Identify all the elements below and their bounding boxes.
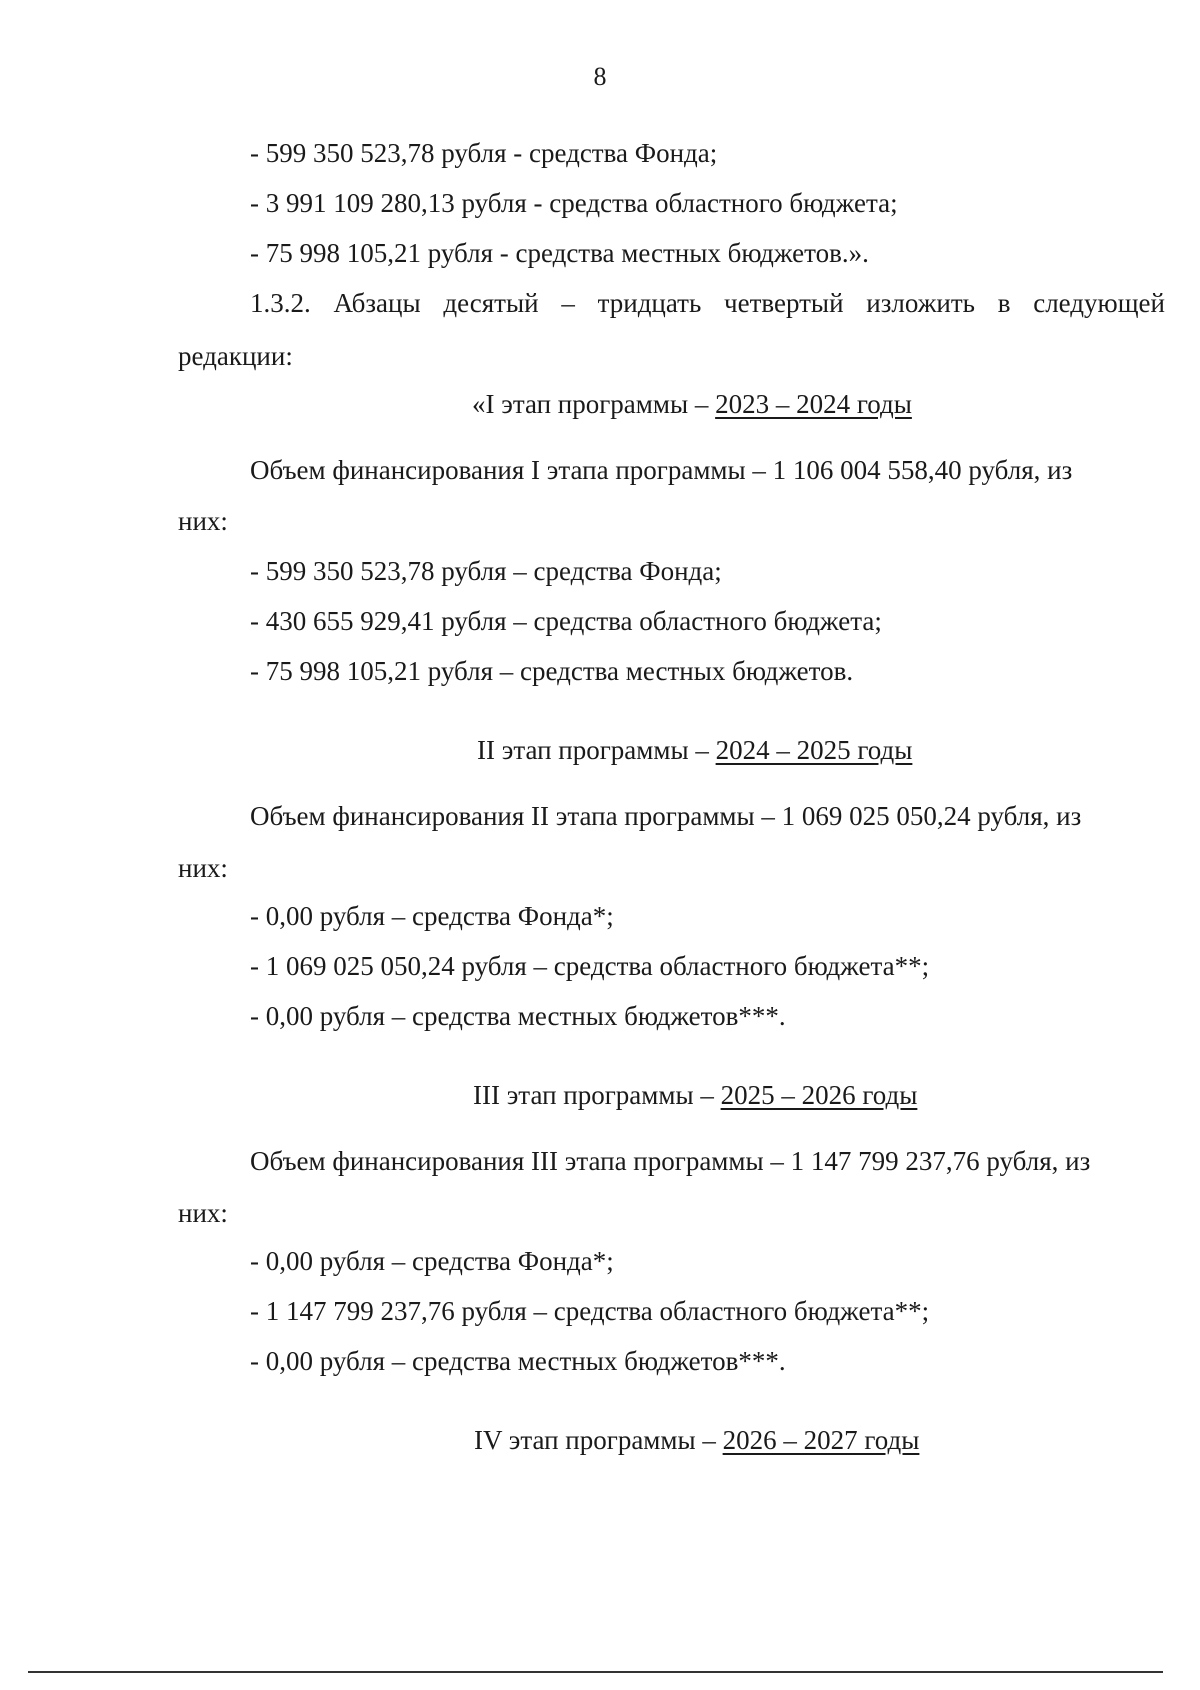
- stage-1-heading: [472, 388, 912, 420]
- list-item: - 1 069 025 050,24 рубля – средства областного бюджета**;: [250, 951, 930, 981]
- stage-2-heading: [477, 734, 912, 766]
- list-item: - 0,00 рубля – средства Фонда*;: [250, 1246, 614, 1276]
- list-item: - 0,00 рубля – средства местных бюджетов***.: [250, 1001, 786, 1031]
- word: четвертый: [724, 288, 844, 318]
- stage-4-heading-years: 2026 – 2027 годы: [722, 1425, 920, 1455]
- list-item: - 0,00 рубля – средства Фонда*;: [250, 901, 614, 931]
- bottom-rule: [28, 1671, 1163, 1673]
- word: Абзацы: [333, 288, 421, 318]
- list-item: - 430 655 929,41 рубля – средства областного бюджета;: [250, 606, 882, 636]
- stage-4-heading-prefix: IV этап программы –: [474, 1425, 723, 1455]
- stage-3-volume: Объем финансирования III этапа программы – 1 147 799 237,76 рубля, из: [250, 1146, 1091, 1176]
- stage-2-continuation: них:: [178, 853, 228, 883]
- stage-2-volume: Объем финансирования II этапа программы – 1 069 025 050,24 рубля, из: [250, 801, 1082, 831]
- stage-1-heading-years: 2023 – 2024 годы: [715, 389, 912, 419]
- stage-3-continuation: них:: [178, 1198, 228, 1228]
- stage-3-heading-years: 2025 – 2026 годы: [720, 1080, 918, 1110]
- word: –: [561, 288, 575, 318]
- list-item: - 599 350 523,78 рубля - средства Фонда;: [250, 138, 718, 168]
- word: следующей: [1033, 288, 1165, 318]
- stage-2-heading-prefix: II этап программы –: [477, 735, 716, 765]
- amendment-paragraph: [250, 287, 1165, 319]
- stage-3-heading: [473, 1079, 917, 1111]
- word: в: [997, 288, 1011, 318]
- list-item: - 599 350 523,78 рубля – средства Фонда;: [250, 556, 722, 586]
- list-item: - 0,00 рубля – средства местных бюджетов***.: [250, 1346, 786, 1376]
- stage-4-heading: [474, 1424, 919, 1456]
- stage-1-volume: Объем финансирования I этапа программы – 1 106 004 558,40 рубля, из: [250, 455, 1073, 485]
- list-item: - 75 998 105,21 рубля – средства местных бюджетов.: [250, 656, 854, 686]
- word: изложить: [866, 288, 975, 318]
- stage-3-heading-prefix: III этап программы –: [473, 1080, 721, 1110]
- list-item: - 75 998 105,21 рубля - средства местных бюджетов.».: [250, 238, 869, 268]
- amendment-continuation: редакции:: [178, 341, 293, 371]
- list-item: - 3 991 109 280,13 рубля - средства областного бюджета;: [250, 188, 898, 218]
- word: 1.3.2.: [250, 288, 311, 318]
- list-item: - 1 147 799 237,76 рубля – средства областного бюджета**;: [250, 1296, 930, 1326]
- word: десятый: [443, 288, 539, 318]
- stage-2-heading-years: 2024 – 2025 годы: [715, 735, 913, 765]
- page-number: 8: [593, 62, 607, 91]
- stage-1-heading-prefix: «I этап программы –: [472, 389, 716, 419]
- stage-1-continuation: них:: [178, 506, 228, 536]
- word: тридцать: [597, 288, 702, 318]
